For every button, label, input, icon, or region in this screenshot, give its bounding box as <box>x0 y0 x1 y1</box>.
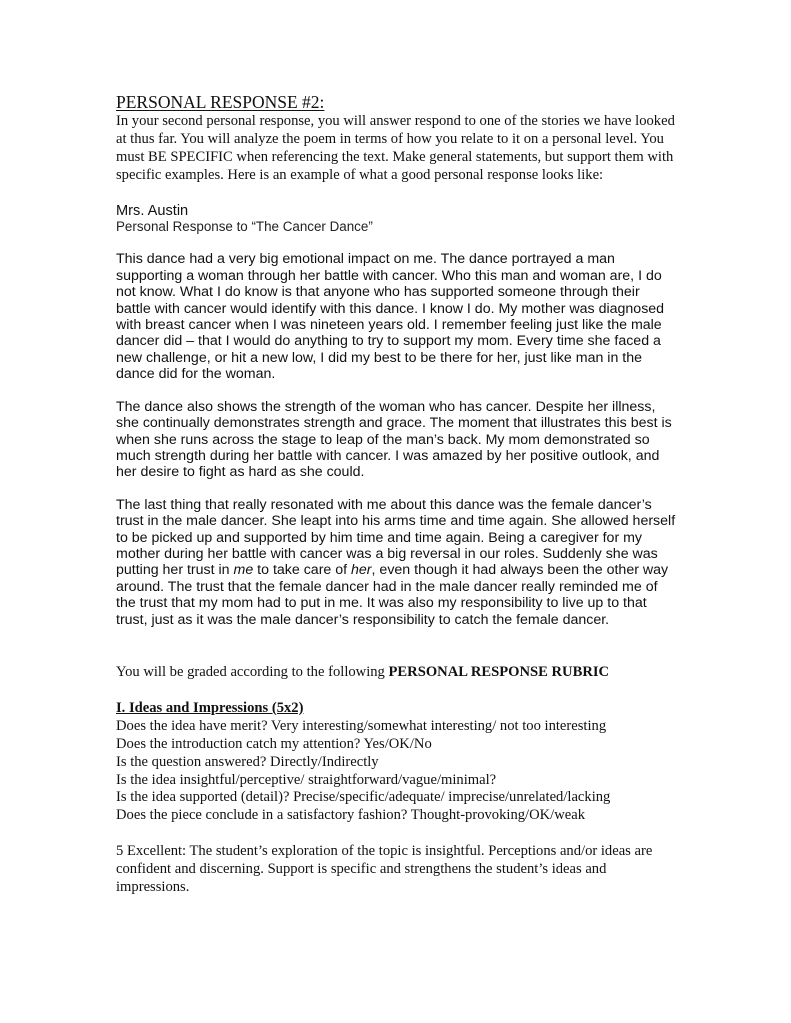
example-paragraph-2: The dance also shows the strength of the woman who has cancer. Despite her illness, she continually demonstrates strength and grace. The moment that illustrates this best is when she runs across the stage to leap of the man’s back. My mom demonstrated so much strength during her battle with cancer. I was amazed by her positive outlook, and her desire to fight as hard as she could. <box>116 398 672 481</box>
grading-statement <box>116 664 676 682</box>
paragraph-3-text-a: The last thing that really resonated with me about this dance was the female dancer’s trust in the male dancer. She leapt into his arms time and time again. She allowed herself to be picked up and supported by him time and time again. Being a caregiver for my mother during her battle with cancer was a big reversal in our roles. Suddenly she was putting her trust in <box>116 496 676 579</box>
example-paragraph-3 <box>116 497 676 628</box>
paragraph-3-emphasis-me: me <box>233 562 254 579</box>
excellent-level-description: 5 Excellent: The student’s exploration of the topic is insightful. Perceptions and/or ideas are confident and discerning. Support is specific and strengthens the student’s ideas and impressions. <box>116 843 653 896</box>
criteria-item: Is the idea insightful/perceptive/ straightforward/vague/minimal? <box>116 771 497 788</box>
criteria-item: Is the idea supported (detail)? Precise/specific/adequate/ imprecise/unrelated/lacking <box>116 789 611 806</box>
page-title: PERSONAL RESPONSE #2: <box>116 92 325 112</box>
rubric-criteria-list <box>116 718 676 825</box>
example-author: Mrs. Austin <box>116 202 189 219</box>
example-paragraph-1: This dance had a very big emotional impact on me. The dance portrayed a man supporting a woman through her battle with cancer. Who this man and woman are, I do not know. What I do know is that anyone who has supported someone through their battle with cancer would identify with this dance. I know I do. My mother was diagnosed with breast cancer when I was nineteen years old. I remember feeling just like the male dancer did – that I would do anything to try to support my mom. Every time she faced a new challenge, or hit a new low, I did my best to be there for her, just like man in the dance did for the woman. <box>116 251 665 383</box>
paragraph-3-text-c: , even though it had always been the other way around. The trust that the female dancer had in the male dancer really reminded me of the trust that my mom had to put in me. It was also my responsibility to live up to that trust, just as it was the male dancer’s responsibility to catch the female dancer. <box>116 562 669 628</box>
criteria-item: Does the piece conclude in a satisfactory fashion? Thought-provoking/OK/weak <box>116 807 586 824</box>
paragraph-3-emphasis-her: her <box>351 562 372 579</box>
document-page <box>116 92 676 897</box>
grading-text: You will be graded according to the following <box>116 663 389 680</box>
rubric-name: PERSONAL RESPONSE RUBRIC <box>388 663 610 680</box>
criteria-item: Does the idea have merit? Very interesting/somewhat interesting/ not too interesting <box>116 717 607 734</box>
criteria-item: Is the question answered? Directly/Indirectly <box>116 753 379 770</box>
intro-paragraph: In your second personal response, you will answer respond to one of the stories we have looked at thus far. You will analyze the poem in terms of how you relate to it on a personal level. You must BE SPECIFIC when referencing the text. Make general statements, but support them with specific examples. Here is an example of what a good personal response looks like: <box>116 113 675 183</box>
rubric-section-heading: I. Ideas and Impressions (5x2) <box>116 699 304 716</box>
paragraph-3-text-b: to take care of <box>253 562 352 579</box>
example-subtitle: Personal Response to “The Cancer Dance” <box>116 219 373 235</box>
criteria-item: Does the introduction catch my attention? Yes/OK/No <box>116 735 432 752</box>
